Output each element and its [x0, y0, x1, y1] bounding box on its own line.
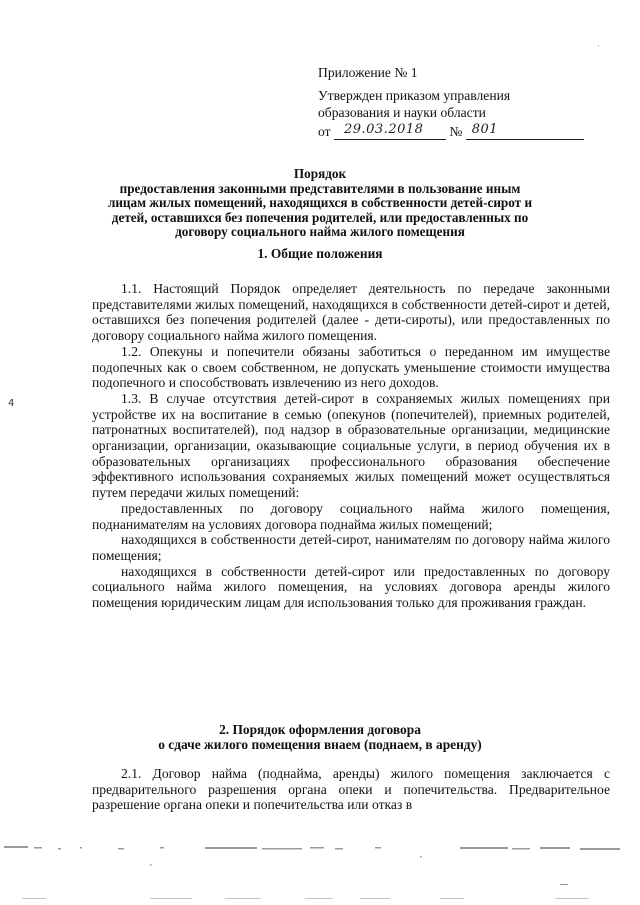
paragraph-1-3: 1.3. В случае отсутствия детей-сирот в сохраняемых жилых помещениях при устройстве их на воспитание в семью (опекунов (попечителей), приемных родителей, патронатных воспитателей), под надзор в образовательные организации, медицинские организации, организации, оказывающие социальные услуги, в период обучения их в образовательных организациях профессионального образования обеспечение эффективного использования сохраняемых жилых помещений может осуществляться путем передачи жилых помещений:: [92, 390, 610, 501]
approval-line-2: образования и науки области: [318, 105, 486, 120]
order-date-number-line: [318, 123, 618, 140]
paragraph-1-3-item-c: находящихся в собственности детей-сирот или предоставленных по договору социального найма жилого помещения, на условиях договора аренды жилого помещения юридическим лицам для использования только для проживания граждан.: [92, 563, 610, 611]
scan-noise-strip: [0, 838, 640, 905]
date-blank: [334, 124, 446, 140]
scan-dot-mark: ·: [597, 42, 600, 52]
title-line-3: лицам жилых помещений, находящихся в собственности детей-сирот и: [107, 195, 533, 210]
margin-scan-mark: 4: [8, 398, 15, 409]
paragraph-2-1: 2.1. Договор найма (поднайма, аренды) жилого помещения заключается с предварительного разрешения органа опеки и попечительства. Предварительное разрешение органа опеки и попечительства или отказ в: [92, 766, 610, 813]
section-1-heading: [90, 246, 550, 261]
title-line-1: Порядок: [293, 166, 347, 181]
section-1-heading-text: 1. Общие положения: [257, 246, 383, 261]
title-line-5: договору социального найма жилого помещения: [175, 224, 465, 239]
paragraph-1-1: 1.1. Настоящий Порядок определяет деятельность по передаче законными представителями жилых помещений, находящихся в собственности детей-сирот и детей, оставшихся без попечения родителей (далее - дети-сироты), или предоставленных по договору социального найма жилого помещения.: [92, 281, 610, 344]
appendix-block: [318, 64, 618, 140]
section-2-heading-line-1: 2. Порядок оформления договора: [219, 722, 421, 737]
title-line-2: предоставления законными представителями в пользование иным: [119, 180, 521, 196]
paragraph-1-2: 1.2. Опекуны и попечители обязаны заботиться о переданном им имуществе подопечных как о своем собственном, не допускать уменьшение стоимости имущества подопечного и способствовать извлечению из него доходов.: [92, 343, 610, 391]
section-2-body: [92, 766, 610, 813]
appendix-label: Приложение № 1: [318, 65, 418, 80]
section-2-heading-line-2: о сдаче жилого помещения внаем (поднаем, в аренду): [158, 737, 482, 752]
paragraph-1-3-item-a: предоставленных по договору социального найма жилого помещения, поднанимателям на условиях договора поднайма жилых помещений;: [92, 500, 610, 532]
document-title: [90, 167, 550, 240]
number-prefix: №: [449, 124, 463, 139]
paragraph-1-3-item-b: находящихся в собственности детей-сирот, нанимателям по договору найма жилого помещения;: [92, 532, 610, 563]
date-prefix: от: [318, 124, 331, 139]
handwritten-number: 801: [471, 122, 499, 137]
number-blank: [466, 124, 584, 140]
handwritten-date: 29.03.2018: [343, 122, 424, 137]
section-1-body: [92, 281, 610, 611]
section-2-heading: [90, 722, 550, 752]
title-line-4: детей, оставшихся без попечения родителей, или предоставленных по: [111, 209, 529, 225]
approval-line-1: Утвержден приказом управления: [318, 88, 511, 103]
